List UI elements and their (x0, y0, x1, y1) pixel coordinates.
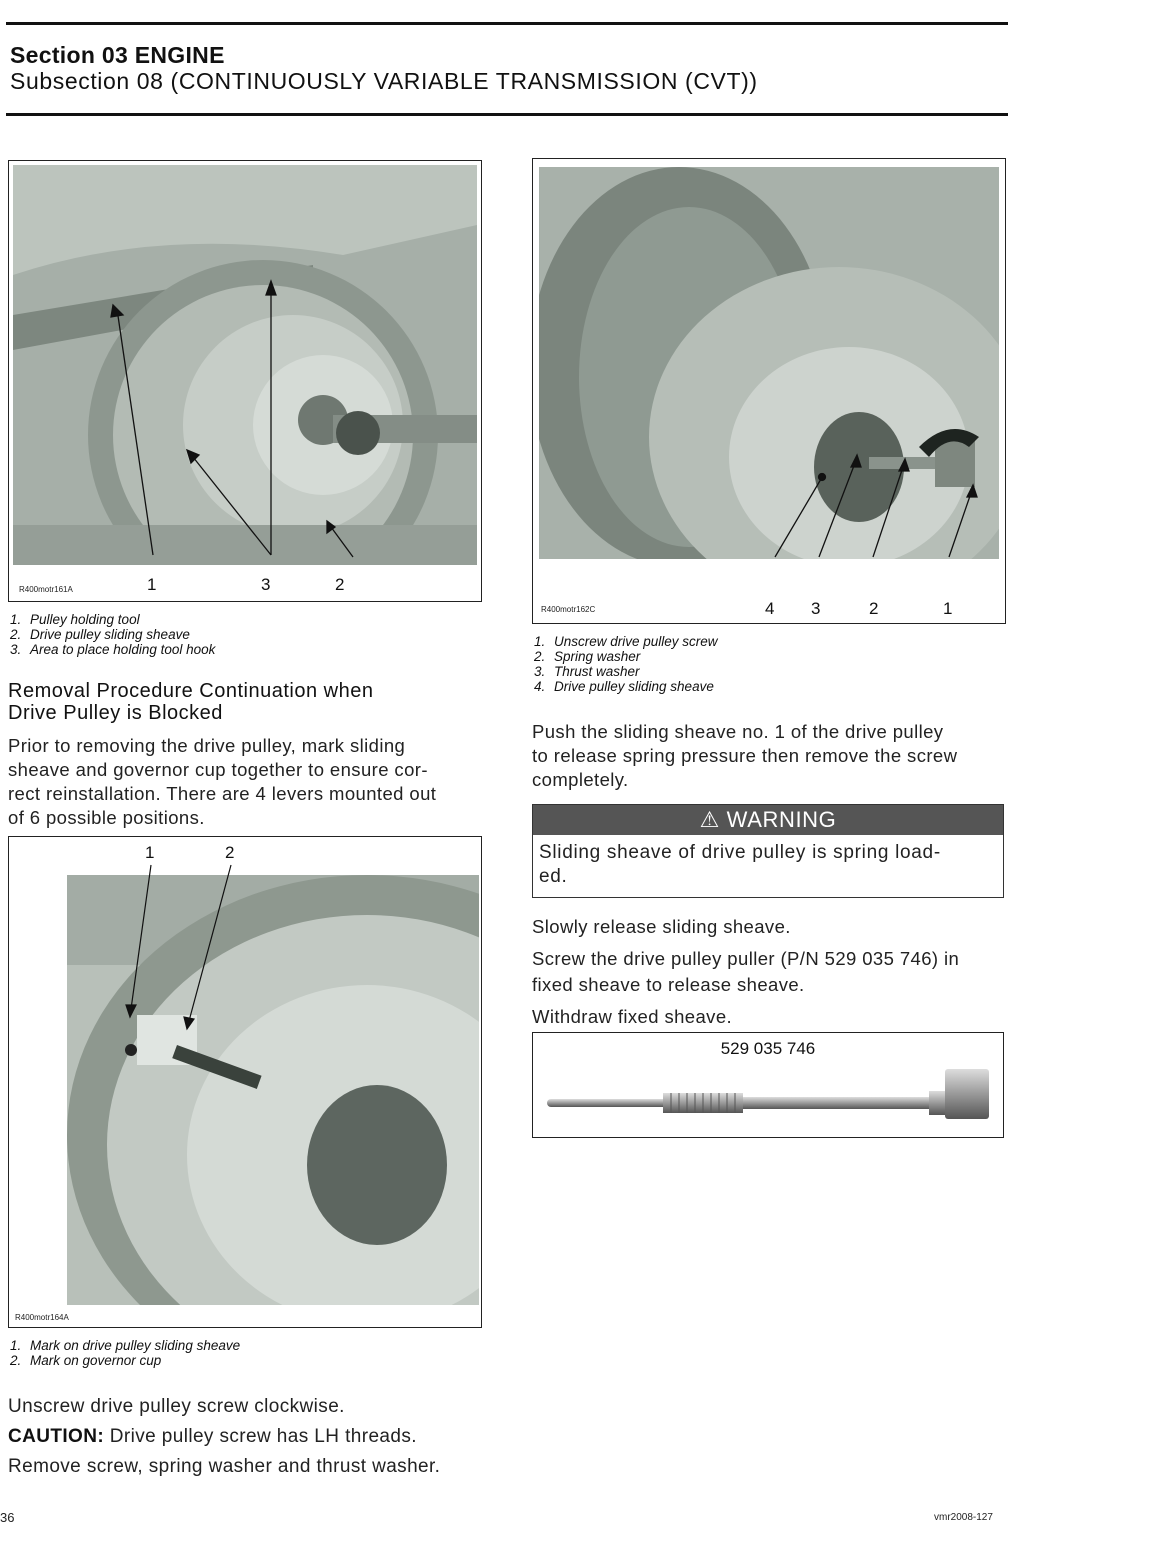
callout-1: 1 (147, 575, 157, 594)
caption-item: 2. Spring washer (534, 649, 641, 664)
tool-part-number: 529 035 746 (720, 1039, 816, 1058)
figure-id: R400motr162C (541, 605, 596, 614)
callout-4: 4 (765, 599, 775, 618)
page-number: 36 (0, 1510, 15, 1525)
caution-label: CAUTION: (8, 1426, 105, 1447)
drive-pulley-screw-photo (539, 167, 999, 559)
removal-heading: Removal Procedure Continuation when Drive Pulley is Blocked (8, 680, 374, 724)
warning-body: Sliding sheave of drive pulley is spring load- ed. (539, 842, 941, 887)
release-sheave-text: Slowly release sliding sheave. Screw the drive pulley puller (P/N 529 035 746) in fixed sheave to release sheave. Withdraw fixed sheave. (532, 916, 960, 1027)
caption-item: 1. Unscrew drive pulley screw (534, 634, 718, 649)
caption-item: 1. Pulley holding tool (10, 612, 140, 627)
caption-item: 3. Thrust washer (534, 664, 640, 679)
marks-leader-lines (9, 837, 481, 1057)
callout-2: 2 (869, 599, 879, 618)
callout-3: 3 (261, 575, 271, 594)
top-rule (6, 22, 1008, 25)
drive-pulley-puller-icon (533, 1063, 1003, 1133)
caption-item: 2. Mark on governor cup (10, 1353, 162, 1368)
figure-marks (8, 836, 482, 1328)
figure2-caption-list (534, 634, 718, 694)
figure1-caption-list (10, 612, 215, 657)
callout-3: 3 (811, 599, 821, 618)
callout-2: 2 (335, 575, 345, 594)
callout-leader-lines (13, 165, 477, 565)
callout-leader-lines (539, 167, 999, 559)
caption-item: 3. Area to place holding tool hook (10, 642, 216, 657)
removal-paragraph: Prior to removing the drive pulley, mark sliding sheave and governor cup together to ensure cor- rect reinstallation. There are 4 levers mounted out of 6 possible positions. (8, 735, 437, 828)
subsection-title: Subsection 08 (CONTINUOUSLY VARIABLE TRANSMISSION (CVT)) (10, 68, 758, 94)
caption-item: 4. Drive pulley sliding sheave (534, 679, 714, 694)
callout-1: 1 (943, 599, 953, 618)
warning-triangle-icon: ⚠ (699, 807, 720, 832)
callout-1: 1 (145, 843, 155, 862)
figure-id: R400motr161A (19, 585, 73, 594)
callout-2: 2 (225, 843, 235, 862)
caption-item: 2. Drive pulley sliding sheave (10, 627, 190, 642)
release-spring-paragraph: Push the sliding sheave no. 1 of the drive pulley to release spring pressure then remove the screw completely. (532, 721, 958, 790)
caption-item: 1. Mark on drive pulley sliding sheave (10, 1338, 241, 1353)
figure-id: R400motr164A (15, 1313, 69, 1322)
document-id: vmr2008-127 (934, 1512, 993, 1523)
warning-header (533, 805, 1003, 835)
section-title: Section 03 ENGINE (10, 42, 225, 68)
figure3-caption-list (10, 1338, 240, 1368)
figure-pulley-holding-tool (8, 160, 482, 602)
warning-box (532, 804, 1004, 898)
header-bottom-rule (6, 113, 1008, 116)
figure-drive-pulley-screw (532, 158, 1006, 624)
figure-drive-pulley-puller (532, 1032, 1004, 1138)
warning-title: WARNING (726, 807, 837, 832)
left-bottom-text: Unscrew drive pulley screw clockwise. CAUTION: Drive pulley screw has LH threads. Remove screw, spring washer and thrust washer. (8, 1396, 441, 1477)
pulley-holding-tool-photo (13, 165, 477, 565)
